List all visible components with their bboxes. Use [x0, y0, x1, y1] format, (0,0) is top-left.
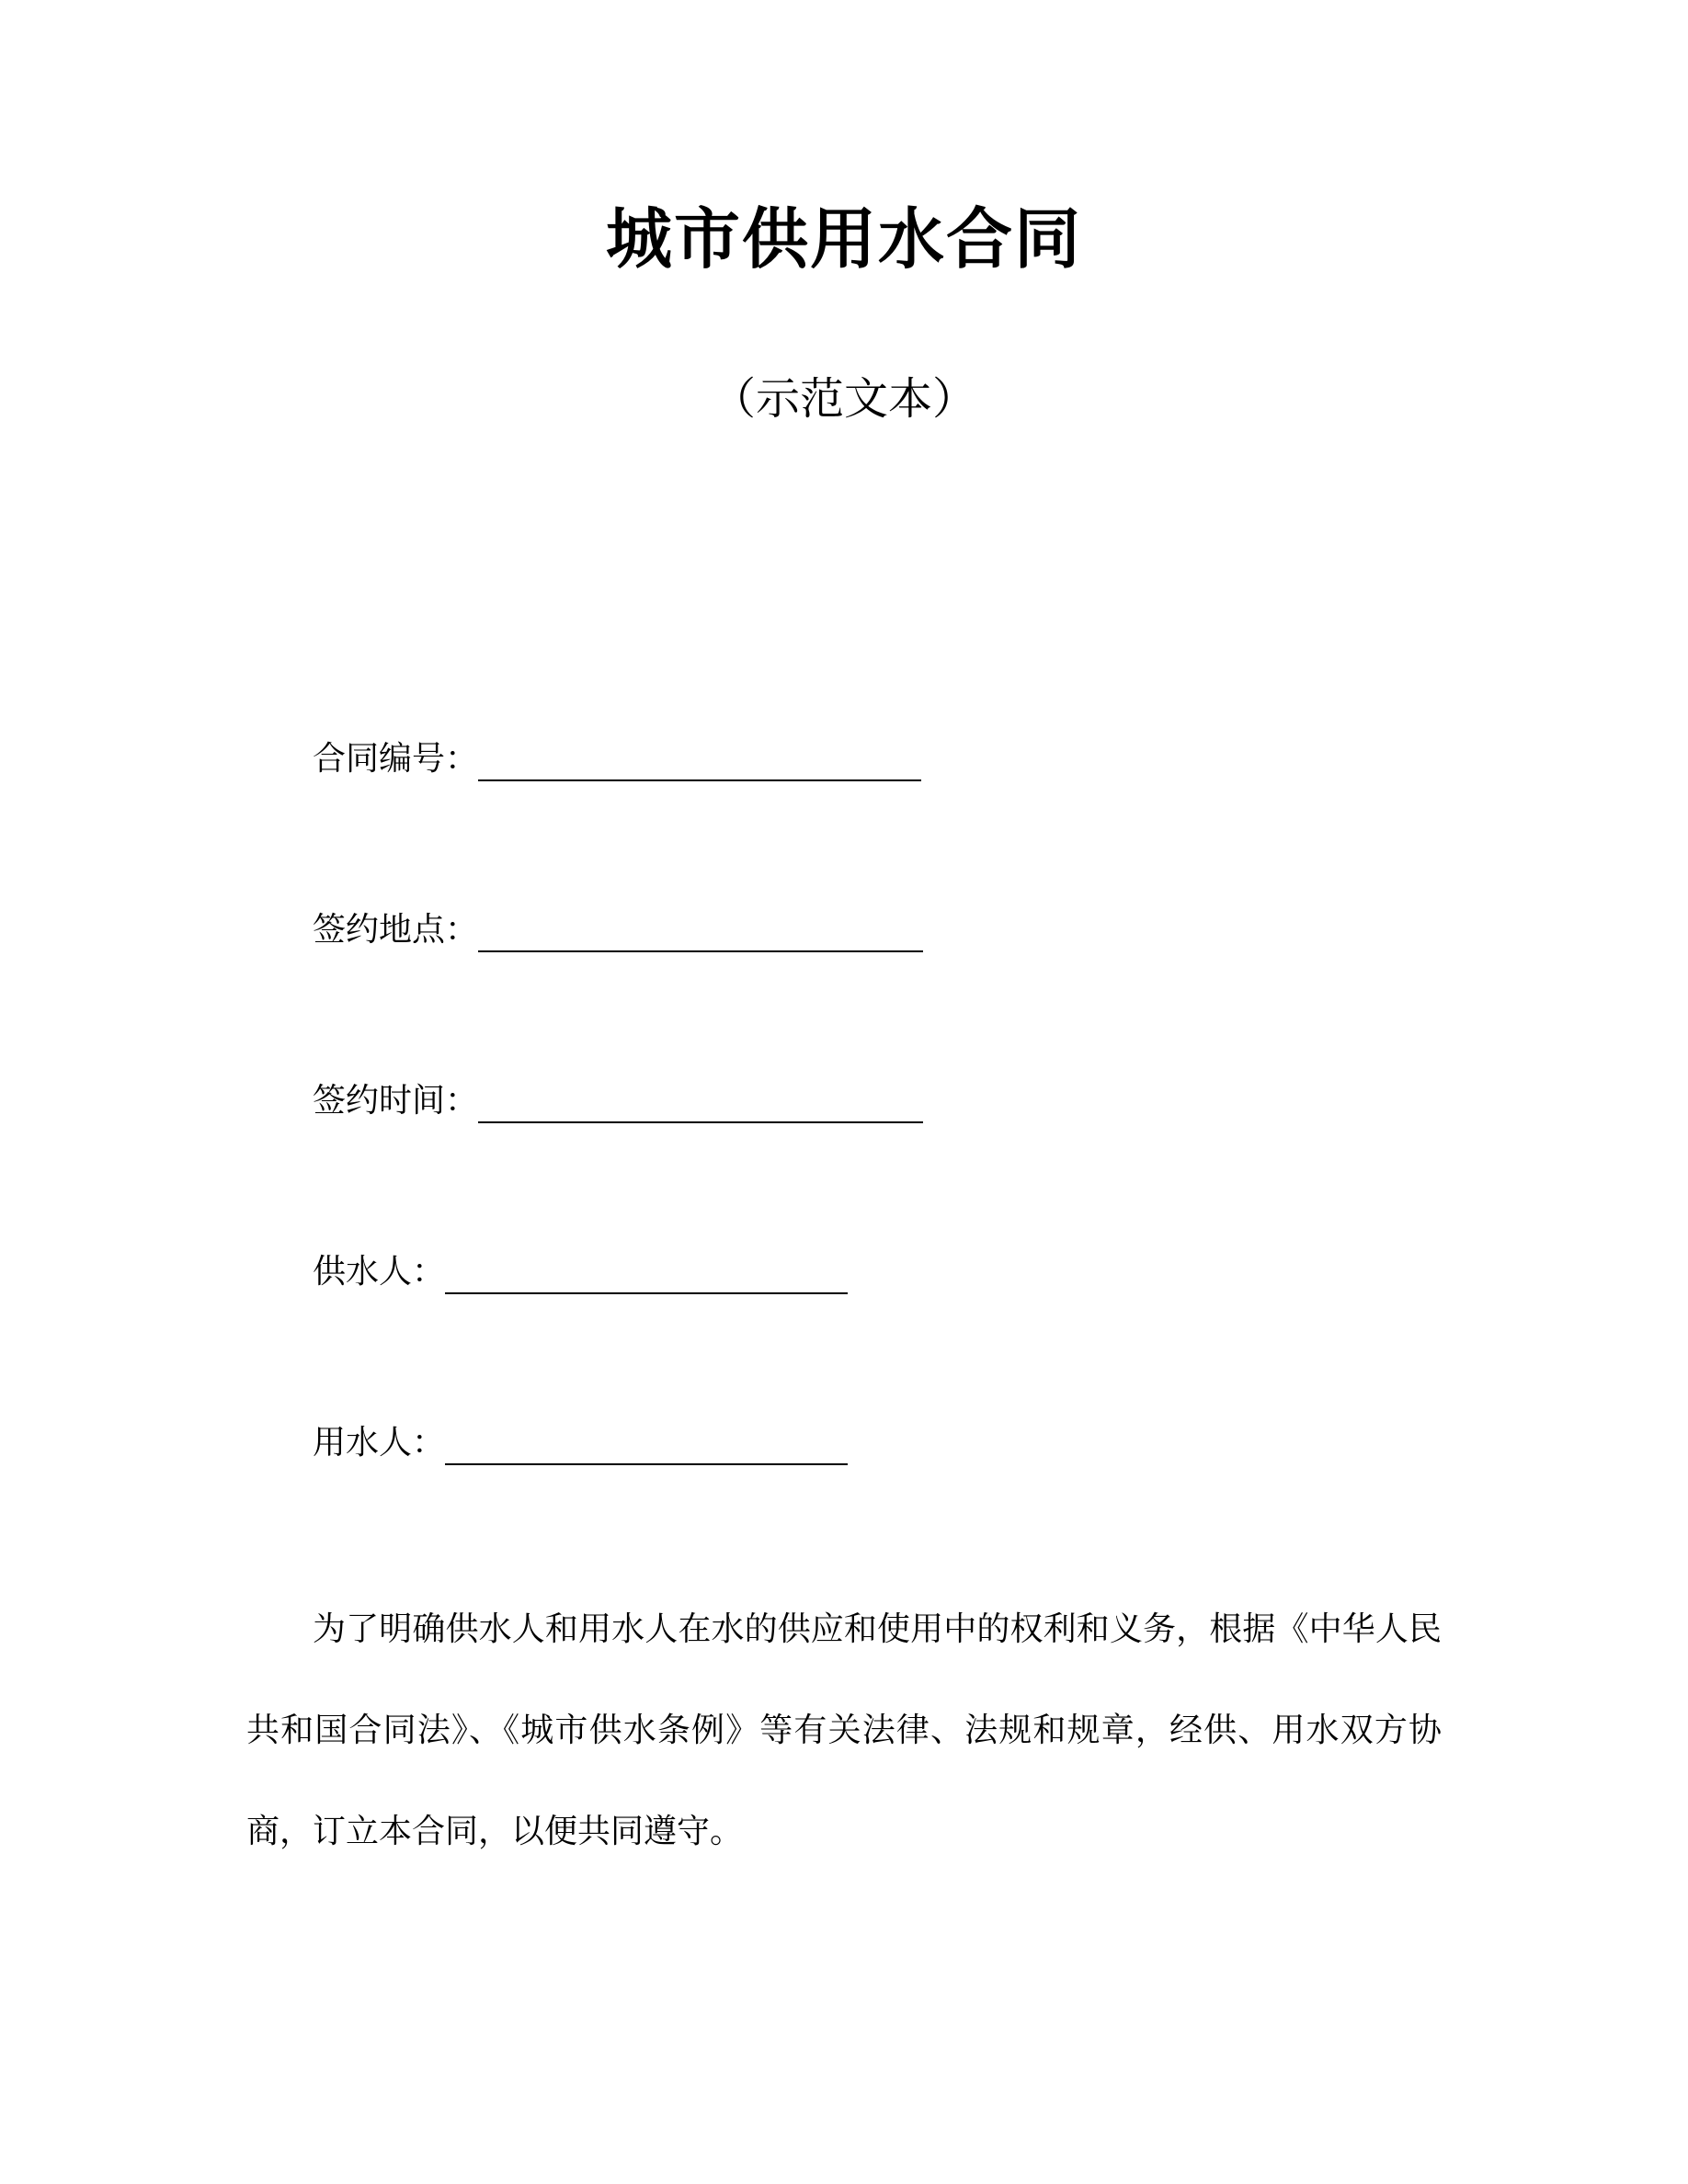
document-subtitle: （示范文本）: [711, 373, 976, 425]
signing-time-label: 签约时间：: [313, 1082, 479, 1120]
water-supplier-label: 供水人：: [313, 1253, 446, 1291]
signing-time-field: [313, 1068, 923, 1123]
signing-place-field: [313, 897, 923, 952]
signing-place-blank[interactable]: [478, 914, 923, 952]
document-title: 城市供用水合同: [605, 200, 1082, 278]
contract-number-label: 合同编号：: [313, 740, 479, 778]
preamble-paragraph: 为了明确供水人和用水人在水的供应和使用中的权利和义务，根据《中华人民共和国合同法》、《城市供水条例》等有关法律、法规和规章，经供、用水双方协商，订立本合同，以便共同遵守。: [246, 1610, 1442, 1850]
contract-number-field: [313, 726, 921, 781]
water-supplier-blank[interactable]: [445, 1256, 848, 1294]
signing-time-blank[interactable]: [478, 1085, 923, 1123]
water-supplier-field: [313, 1239, 848, 1294]
contract-number-blank[interactable]: [478, 743, 921, 781]
water-user-blank[interactable]: [445, 1427, 848, 1465]
signing-place-label: 签约地点：: [313, 911, 479, 949]
water-user-field: [313, 1410, 848, 1465]
water-user-label: 用水人：: [313, 1424, 446, 1462]
